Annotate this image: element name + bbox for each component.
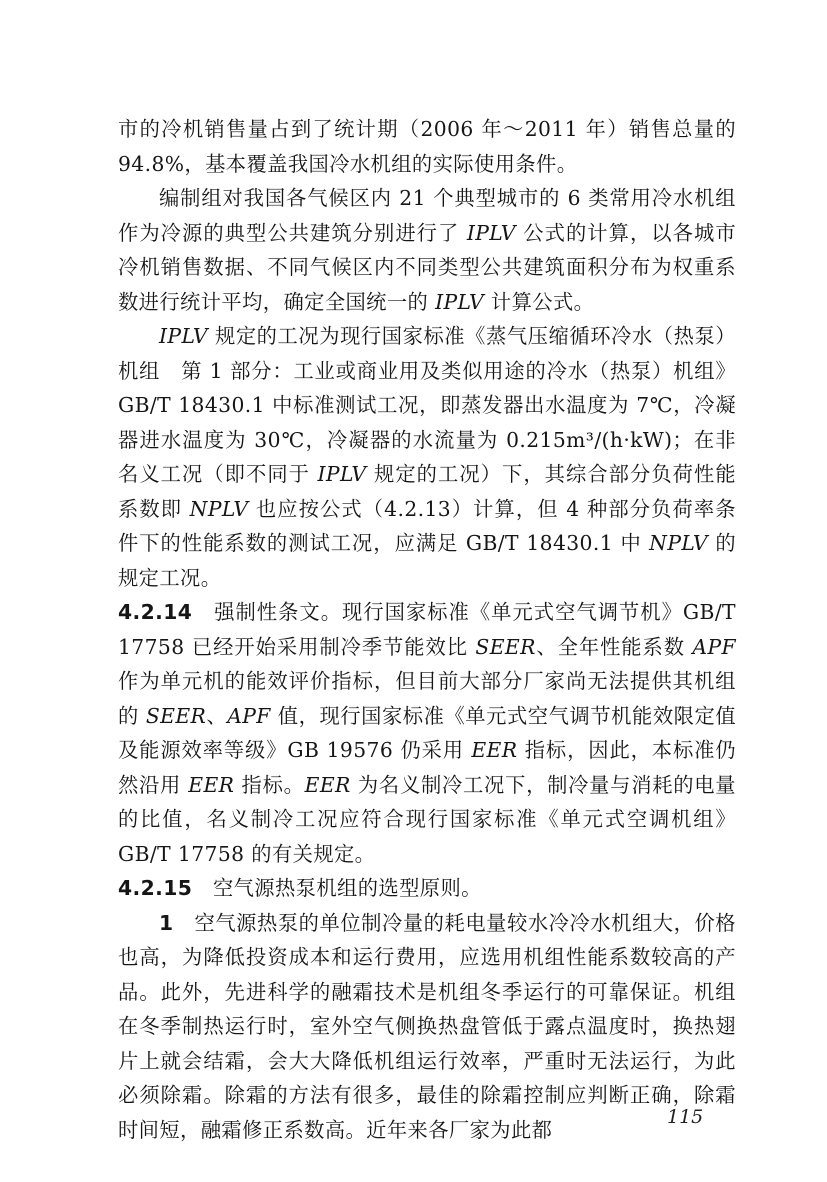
text-run: 指标，因此，本标准仍然沿用 <box>118 738 736 797</box>
term-italic: NPLV <box>189 496 249 521</box>
paragraph <box>118 871 736 906</box>
paragraph <box>118 181 736 319</box>
text-run: 强制性条文。现行国家标准《单元式空气调节机》GB/T 17758 已经开始采用制冷季节能效比 <box>118 600 736 659</box>
term-italic: IPLV <box>317 462 367 486</box>
term-italic: SEER <box>475 634 536 659</box>
clause-number: 1 <box>159 910 174 935</box>
text-run: 为名义制冷工况下，制冷量与消耗的电量的比值，名义制冷工况应符合现行国家标准《单元式空调机组》GB/T 17758 的有关规定。 <box>118 772 736 866</box>
term-italic: SEER <box>145 703 207 728</box>
text-run: 值，现行国家标准《单元式空气调节机能效限定值及能源效率等级》GB 19576 仍采用 <box>118 703 737 762</box>
term-italic: IPLV <box>435 289 485 314</box>
text-run: 、 <box>206 703 228 728</box>
paragraph <box>118 112 736 181</box>
text-run: 市的冷机销售量占到了统计期（2006 年～2011 年）销售总量的 94.8%，基本覆盖我国冷水机组的实际使用条件。 <box>118 117 736 176</box>
text-run: 空气源热泵机组的选型原则。 <box>192 876 482 900</box>
term-italic: EER <box>471 738 518 762</box>
text-run: 空气源热泵的单位制冷量的耗电量较水冷冷水机组大，价格也高，为降低投资成本和运行费用，应选用机组性能系数较高的产品。此外，先进科学的融霜技术是机组冬季运行的可靠保证。机组在冬季制热运行时，室外空气侧换热盘管低于露点温度时，换热翅片上就会结霜，会大大降低机组运行效率，严重时无法运行，为此必须除霜。除霜的方法有很多，最佳的除霜控制应判断正确，除霜时间短，融霜修正系数高。近年来各厂家为此都 <box>118 910 736 1142</box>
text-run: 规定的工况）下，其综合部分负荷性能系数即 <box>118 462 737 521</box>
page-number: 115 <box>667 1106 704 1128</box>
term-italic: EER <box>304 772 351 797</box>
paragraph <box>118 906 736 1148</box>
term-italic: EER <box>188 772 235 797</box>
text-run: 编制组对我国各气候区内 21 个典型城市的 6 类常用冷水机组作为冷源的典型公共建筑分别进行了 <box>118 186 736 245</box>
clause-number: 4.2.15 <box>118 876 193 900</box>
body-text <box>118 112 736 1147</box>
text-run: 计算公式。 <box>484 289 595 314</box>
term-italic: APF <box>692 634 736 659</box>
text-run: 作为单元机的能效评价指标，但目前大部分厂家尚无法提供其机组的 <box>118 669 736 728</box>
text-run: 规定的工况为现行国家标准《蒸气压缩循环冷水（热泵）机组 第 1 部分：工业或商业用及类似用途的冷水（热泵）机组》GB/T 18430.1 中标准测试工况，即蒸发器出水温度为 7℃，冷凝器进水温度为 30℃，冷凝器的水流量为 0.215m³/(h·kW)；在非名义工况（即不同于 <box>118 324 736 486</box>
term-italic: APF <box>227 703 271 728</box>
paragraph <box>118 595 736 871</box>
term-italic: NPLV <box>649 531 708 555</box>
text-run: 的规定工况。 <box>118 531 736 590</box>
text-run: 公式的计算，以各城市冷机销售数据、不同气候区内不同类型公共建筑面积分布为权重系数进行统计平均，确定全国统一的 <box>118 220 736 314</box>
term-italic: IPLV <box>159 324 208 348</box>
text-run: 指标。 <box>234 772 305 797</box>
text-run: 也应按公式（4.2.13）计算，但 4 种部分负荷率条件下的性能系数的测试工况，应满足 GB/T 18430.1 中 <box>118 496 736 555</box>
paragraph <box>118 319 736 595</box>
text-run: 、全年性能系数 <box>535 634 693 659</box>
term-italic: IPLV <box>466 220 516 245</box>
clause-number: 4.2.14 <box>118 600 193 624</box>
